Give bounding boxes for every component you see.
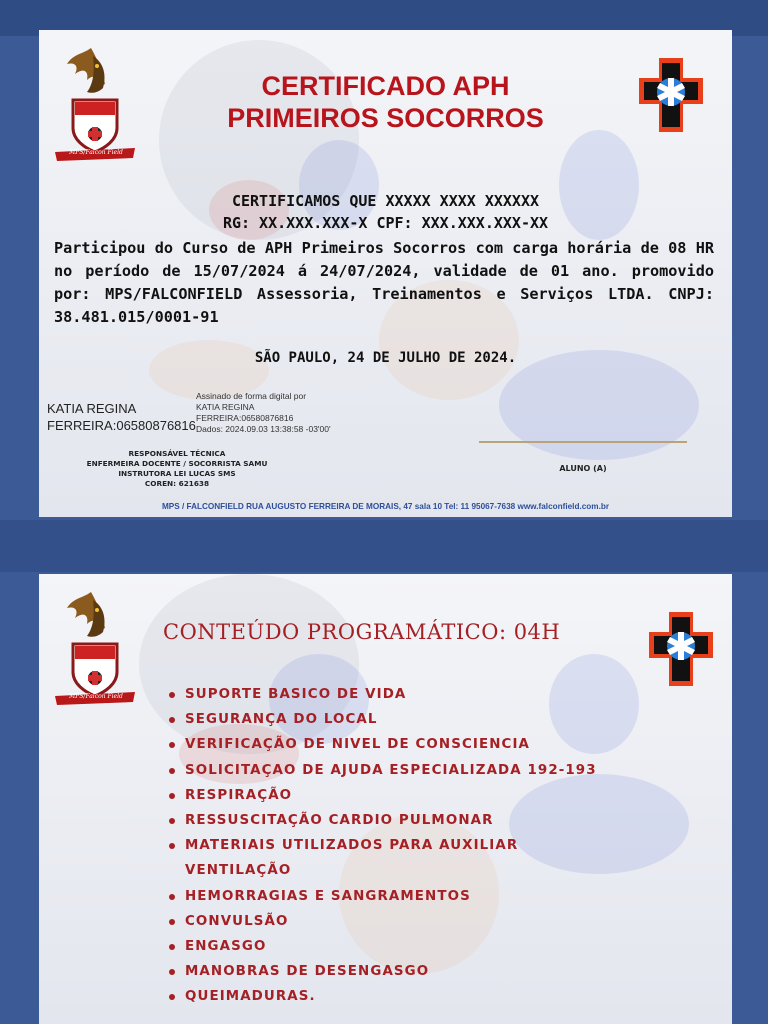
digital-signature-line: Assinado de forma digital por xyxy=(196,391,307,401)
responsible-block xyxy=(59,449,295,489)
list-item-continuation: VENTILAÇÃO xyxy=(185,863,292,879)
id-line: RG: XX.XXX.XXX-X CPF: XXX.XXX.XXX-XX xyxy=(222,214,549,232)
program-page xyxy=(39,574,732,1024)
program-title: CONTEÚDO PROGRAMÁTICO: 04H xyxy=(163,620,561,644)
responsible-line: COREN: 621638 xyxy=(144,479,210,488)
list-item: MANOBRAS DE DESENGASGO xyxy=(167,959,597,984)
responsible-line: ENFERMEIRA DOCENTE / SOCORRISTA SAMU xyxy=(86,459,268,468)
digital-signature-line: FERREIRA:06580876816 xyxy=(196,413,294,423)
list-item: QUEIMADURAS. xyxy=(167,984,597,1009)
list-item: SOLICITAÇAO DE AJUDA ESPECIALIZADA 192-193 xyxy=(167,758,597,783)
program-list xyxy=(167,682,597,1010)
student-signature-line xyxy=(479,441,687,443)
list-item: RESPIRAÇÃO xyxy=(167,783,597,808)
responsible-line: INSTRUTORA LEI LUCAS SMS xyxy=(118,469,236,478)
list-item: ENGASGO xyxy=(167,934,597,959)
certificate-title-line1: CERTIFICADO APH xyxy=(261,71,510,101)
page-gap-band xyxy=(0,520,768,572)
signer-name xyxy=(47,400,196,434)
list-item: RESSUSCITAÇÃO CARDIO PULMONAR xyxy=(167,808,597,833)
star-of-life-cross-icon xyxy=(649,612,713,686)
list-item: SUPORTE BASICO DE VIDA xyxy=(167,682,597,707)
signer-name-line1: KATIA REGINA xyxy=(47,401,137,416)
digital-signature-line: Dados: 2024.09.03 13:38:58 -03'00' xyxy=(196,424,331,434)
footer-address: MPS / FALCONFIELD RUA AUGUSTO FERREIRA DE MORAIS, 47 sala 10 Tel: 11 95067-7638 www.falconfield.com.br xyxy=(161,502,610,511)
student-label: ALUNO (A) xyxy=(559,464,607,473)
logo-ribbon-text: MPS/Falcon Field xyxy=(69,693,123,700)
certificate-page xyxy=(39,30,732,517)
list-item: SEGURANÇA DO LOCAL xyxy=(167,707,597,732)
falcon-shield-logo-icon xyxy=(53,588,137,706)
logo-ribbon-text: MPS/Falcon Field xyxy=(69,149,123,156)
certificate-title-line2: PRIMEIROS SOCORROS xyxy=(227,103,544,133)
signer-name-line2: FERREIRA:06580876816 xyxy=(47,418,196,433)
digital-signature-line: KATIA REGINA xyxy=(196,402,255,412)
certify-line: CERTIFICAMOS QUE XXXXX XXXX XXXXXX xyxy=(231,192,540,210)
list-item: VERIFICAÇÃO DE NIVEL DE CONSCIENCIA xyxy=(167,732,597,757)
responsible-line: RESPONSÁVEL TÉCNICA xyxy=(128,449,226,458)
list-item: HEMORRAGIAS E SANGRAMENTOS xyxy=(167,884,597,909)
date-line: SÃO PAULO, 24 DE JULHO DE 2024. xyxy=(254,350,517,366)
digital-signature xyxy=(196,391,331,435)
list-item: MATERIAIS UTILIZADOS PARA AUXILIAR xyxy=(167,833,597,858)
list-item: CONVULSÃO xyxy=(167,909,597,934)
certificate-body: Participou do Curso de APH Primeiros Socorros com carga horária de 08 HR no período de 15/07/2024 á 24/07/2024, validade de 01 ano. promovido por: MPS/FALCONFIELD Assessoria, Treinamentos e Serviços LTDA. CNPJ: 38.481.015/0001-91 xyxy=(54,239,714,326)
